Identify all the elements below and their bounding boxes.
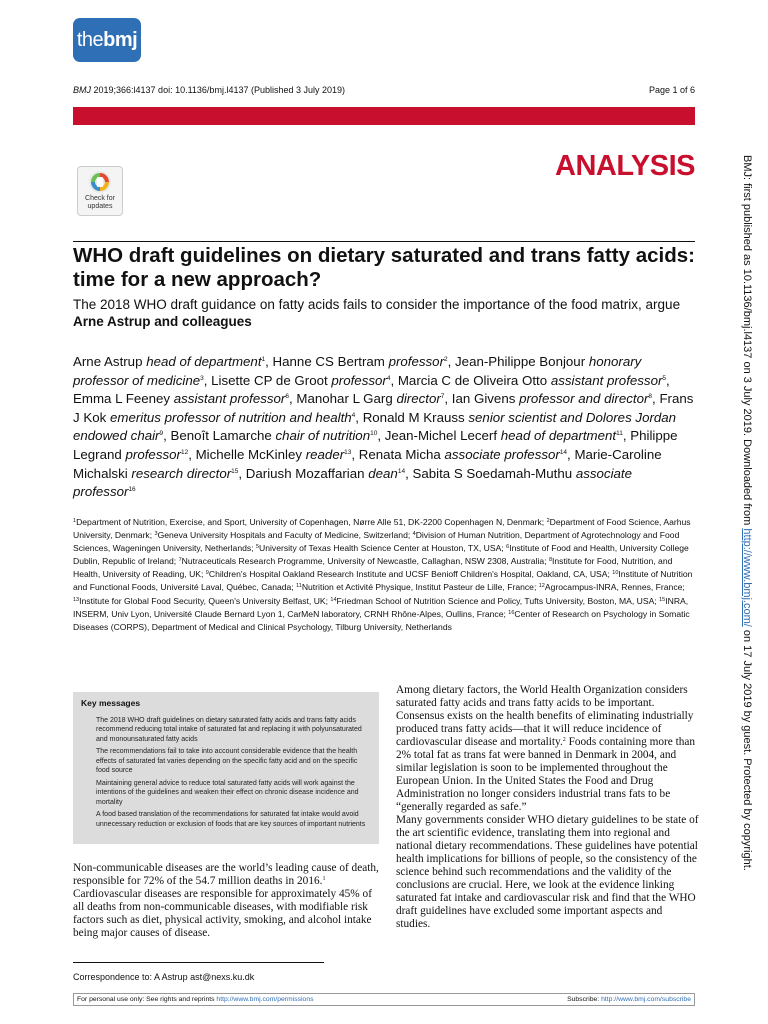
author-role: emeritus professor of nutrition and health bbox=[109, 409, 352, 425]
affiliation-number: 10 bbox=[612, 570, 619, 577]
affiliation-text: Agrocampus-INRA, Rennes, France; bbox=[544, 582, 685, 593]
author-affiliation-number: 8 bbox=[648, 393, 653, 401]
author-list: Arne Astrup head of department$^1$, Hanne CS Bertram professor$^2$, Jean-Philippe Bonjour honorary professor of medicine$^3$, Lisette CP de Groot professor$^4$, Marcia C de Oliveira Otto assistant professor$^5$, Emma L Feeney assistant professor$^6$, Manohar L Garg director$^7$, Ian Givens professor and director$^8$, Frans J Kok emeritus professor of nutrition and health$^4$, Ronald M Krauss senior scientist and Dolores Jordan endowed chair$^9$, Benoît Lamarche chair of nutrition$^{10}$, Jean-Michel Lecerf head of department$^{11}$, Philippe Legrand professor$^{12}$, Michelle McKinley reader$^{13}$, Renata Micha associate professor$^{14}$, Marie-Caroline Michalski research director$^{15}$, Dariush Mozaffarian dean$^{14}$, Sabita S Soedamah-Muthu associate professor$^{16}$ bbox=[73, 354, 694, 500]
author-name: Jean-Philippe Bonjour bbox=[455, 354, 586, 369]
author-role: associate professor bbox=[73, 465, 633, 500]
body-paragraph bbox=[396, 684, 699, 814]
author-name: Manohar L Garg bbox=[296, 391, 393, 407]
affiliation-text: Institute for Global Food Security, Queen's University Belfast, UK; bbox=[79, 595, 331, 606]
article-title: WHO draft guidelines on dietary saturated and trans fatty acids: time for a new approach? bbox=[73, 244, 695, 291]
affiliation-text: Division of Human Nutrition, Department of Agrotechnology and Food Sciences, Wageningen University, Netherlands; bbox=[73, 530, 680, 554]
standfirst bbox=[73, 296, 695, 330]
standfirst-authors: Arne Astrup and colleagues bbox=[73, 314, 252, 329]
author-role: director bbox=[396, 391, 441, 407]
affiliation-text: Nutrition et Activité Physique, Institut Pasteur de Lille, France; bbox=[301, 582, 539, 593]
author-role: assistant professor bbox=[173, 391, 286, 407]
author-name: Benoît Lamarche bbox=[170, 428, 272, 444]
body-column-right bbox=[396, 684, 699, 931]
body-text: Among dietary factors, the World Health Organization considers saturated fatty acids and trans fatty acids to be important. Consensus exists on the health benefits of eliminating industrially produced trans fatty acids—that it will reduce incidence of cardiovascular disease and mortality. bbox=[396, 684, 694, 748]
author-affiliation-number: 12 bbox=[180, 448, 189, 456]
bmj-logo[interactable] bbox=[73, 18, 141, 62]
affiliation-number: 5 bbox=[255, 544, 260, 551]
standfirst-text: The 2018 WHO draft guidance on fatty acids fails to consider the importance of the food matrix, argue bbox=[73, 297, 681, 312]
author-affiliation-number: 6 bbox=[285, 393, 289, 401]
check-updates-line1: Check for bbox=[85, 195, 115, 202]
affiliation-number: 4 bbox=[412, 531, 416, 538]
author-name: Ian Givens bbox=[451, 391, 516, 407]
title-rule bbox=[73, 241, 695, 242]
body-text: Foods containing more than 2% total fat as trans fat were banned in Denmark in 2004, and similar legislation is soon to be implemented throughout the European Union. In the United States the Food and Drug Administration no longer considers industrial trans fats to be “generally regarded as safe.” bbox=[396, 736, 696, 813]
affiliation-text: Institute of Food and Health, University College Dublin, Republic of Ireland; bbox=[73, 543, 689, 567]
affiliation-number: 9 bbox=[205, 570, 209, 577]
author-affiliation-number: 10 bbox=[370, 430, 378, 438]
author-affiliation-number: 2 bbox=[444, 356, 448, 363]
author-role: professor bbox=[331, 372, 387, 388]
affiliation-number: 15 bbox=[659, 596, 666, 603]
affiliation-number: 6 bbox=[506, 544, 510, 551]
author-role: assistant professor bbox=[550, 372, 663, 388]
author-affiliation-number: 15 bbox=[231, 467, 239, 475]
affiliation-number: 13 bbox=[73, 596, 80, 603]
author-role: research director bbox=[131, 465, 232, 481]
author-affiliation-number: 9 bbox=[159, 430, 164, 438]
author-role: professor bbox=[125, 446, 181, 462]
citation-details: 2019;366:l4137 doi: 10.1136/bmj.l4137 (Published 3 July 2019) bbox=[91, 85, 346, 95]
affiliation-number: 3 bbox=[154, 531, 158, 538]
body-paragraph-left bbox=[73, 862, 379, 940]
author-name: Emma L Feeney bbox=[73, 391, 171, 407]
sidenote-text: BMJ: first published as 10.1136/bmj.l4137 on 3 July 2019. Downloaded from bbox=[741, 155, 753, 529]
affiliation-text: University of Texas Health Science Center at Houston, TX, USA; bbox=[259, 543, 507, 554]
affiliation-number: 12 bbox=[538, 583, 545, 590]
page-number: Page 1 of 6 bbox=[648, 85, 695, 95]
affiliation-text: Children's Hospital Oakland Research Institute and UCSF Benioff Children's Hospital, Oakland, CA, USA; bbox=[208, 569, 613, 580]
author-name: Dariush Mozaffarian bbox=[245, 465, 365, 481]
key-messages-box bbox=[73, 692, 379, 844]
affiliation-number: 11 bbox=[296, 583, 302, 590]
author-affiliation-number: 14 bbox=[397, 467, 406, 475]
author-name: Lisette CP de Groot bbox=[211, 372, 328, 388]
sidenote-text: on 17 July 2019 by guest. Protected by copyright. bbox=[741, 626, 753, 871]
citation-journal: BMJ bbox=[73, 85, 91, 95]
author-affiliation-number: 14 bbox=[559, 448, 568, 456]
affiliation-text: Institute of Nutrition and Functional Foods, Université Laval, Québec, Canada; bbox=[73, 569, 693, 593]
author-role: head of department bbox=[146, 354, 262, 369]
key-message: A food based translation of the recommendations for saturated fat intake would avoid unnecessary reduction or exclusion of foods that are key sources of important nutrients bbox=[96, 811, 366, 828]
author-name: Marie-Caroline Michalski bbox=[73, 446, 662, 481]
author-affiliation-number: 7 bbox=[440, 393, 445, 401]
author-name: Renata Micha bbox=[358, 446, 441, 462]
author-name: Ronald M Krauss bbox=[362, 409, 465, 425]
affiliation-text: Department of Food Science, Aarhus University, Denmark; bbox=[73, 517, 691, 541]
author-role: head of department bbox=[500, 428, 617, 444]
affiliation-number: 7 bbox=[178, 557, 182, 564]
check-for-updates-badge[interactable] bbox=[77, 166, 123, 216]
subscribe-link[interactable]: http://www.bmj.com/subscribe bbox=[601, 996, 691, 1003]
logo-text-bmj: bmj bbox=[103, 28, 138, 51]
author-name: Michelle McKinley bbox=[195, 446, 302, 462]
crossmark-icon bbox=[88, 170, 112, 194]
affiliation-text: INRA, INSERM, Univ Lyon, Université Claude Bernard Lyon 1, CarMeN laboratory, CRNH Rhône-Alpes, Oullins, France; bbox=[73, 595, 689, 619]
affiliation-text: Friedman School of Nutrition Science and Policy, Tufts University, Boston, MA, USA; bbox=[336, 595, 660, 606]
correspondence: Correspondence to: A Astrup ast@nexs.ku.dk bbox=[73, 972, 255, 982]
author-role: chair of nutrition bbox=[275, 428, 371, 444]
author-affiliation-number: 4 bbox=[386, 374, 391, 382]
author-name: Hanne CS Bertram bbox=[272, 354, 385, 369]
author-name: Philippe Legrand bbox=[73, 428, 678, 462]
affiliation-number: 1 bbox=[73, 518, 77, 524]
affiliation-number: 8 bbox=[548, 557, 552, 564]
author-role: professor bbox=[388, 354, 445, 369]
author-affiliation-number: 16 bbox=[128, 486, 136, 494]
key-message: The 2018 WHO draft guidelines on dietary saturated fatty acids and trans fatty acids recommend reducing total intake of saturated fat and replacing it with polyunsaturated and monounsaturated fatty acids bbox=[96, 717, 362, 743]
check-updates-line2: updates bbox=[87, 203, 113, 210]
author-affiliation-number: 5 bbox=[662, 374, 667, 382]
personal-use-text: For personal use only: See rights and reprints bbox=[77, 996, 217, 1003]
author-affiliation-number: 4 bbox=[351, 411, 356, 419]
affiliation-number: 14 bbox=[330, 596, 337, 603]
affiliation-number: 16 bbox=[508, 609, 515, 616]
author-role: professor and director bbox=[519, 391, 649, 407]
body-paragraph: Many governments consider WHO dietary guidelines to be state of the art scientific evidence, translating them into regional and national dietary recommendations. These guidelines have potential health implications for billions of people, so the consistency of the science behind such recommendations and the validity of the conclusions are crucial. Here, we look at the evidence linking saturated fat intake and cardiovascular risk and find that the WHO draft guidelines have excluded some important aspects and studies. bbox=[396, 814, 699, 930]
author-affiliation-number: 11 bbox=[616, 430, 623, 438]
bmj-home-link[interactable]: http://www.bmj.com/ bbox=[741, 528, 753, 627]
key-messages-heading: Key messages bbox=[81, 698, 141, 708]
vertical-copyright-note bbox=[741, 155, 753, 875]
author-affiliation-number: 3 bbox=[200, 374, 204, 382]
author-name: Marcia C de Oliveira Otto bbox=[397, 372, 548, 388]
citation-line bbox=[73, 85, 345, 95]
footnote-rule bbox=[73, 962, 324, 963]
author-name: Sabita S Soedamah-Muthu bbox=[412, 465, 573, 481]
affiliation-text: Department of Nutrition, Exercise, and Sport, University of Copenhagen, Nørre Alle 51, DK-2200 Copenhagen N, Denmark; bbox=[76, 517, 547, 527]
author-role: associate professor bbox=[444, 446, 560, 462]
affiliation-number: 2 bbox=[546, 518, 550, 524]
affiliations bbox=[73, 516, 698, 634]
permissions-link[interactable]: http://www.bmj.com/permissions bbox=[216, 996, 314, 1003]
subscribe-label: Subscribe: bbox=[567, 996, 602, 1003]
affiliation-text: Geneva University Hospitals and Faculty of Medicine, Switzerland; bbox=[157, 530, 413, 541]
key-message: Maintaining general advice to reduce total saturated fatty acids will work against the intentions of the guidelines and weaken their effect on chronic disease incidence and mortality bbox=[96, 779, 359, 806]
author-role: reader bbox=[305, 446, 345, 462]
red-header-bar bbox=[73, 107, 695, 125]
author-affiliation-number: 13 bbox=[344, 448, 352, 456]
author-name: Frans J Kok bbox=[73, 391, 694, 425]
affiliation-text: Institute for Food, Nutrition, and Health, University of Reading, UK; bbox=[73, 556, 673, 580]
affiliation-text: Nutraceuticals Research Programme, University of Newcastle, Callaghan, NSW 2308, Australia; bbox=[181, 556, 549, 567]
author-name: Jean-Michel Lecerf bbox=[384, 428, 498, 444]
key-message: The recommendations fail to take into account considerable evidence that the health effects of saturated fat varies depending on the specific fatty acid and on the specific food source bbox=[96, 748, 358, 775]
author-role: senior scientist and Dolores Jordan endowed chair bbox=[73, 409, 677, 444]
body-text: Cardiovascular diseases are responsible for approximately 45% of all deaths from non-communicable diseases, with modifiable risk factors such as diet, physical activity, smoking, and alcohol intake being major causes of disease. bbox=[73, 888, 372, 939]
author-affiliation-number: 1 bbox=[261, 356, 266, 363]
page-footer bbox=[73, 993, 695, 1006]
reference-number[interactable]: 2 bbox=[562, 737, 566, 743]
author-role: dean bbox=[368, 465, 398, 481]
author-role: honorary professor of medicine bbox=[73, 354, 642, 388]
body-text: Non-communicable diseases are the world’s leading cause of death, responsible for 72% of the 54.7 million deaths in 2016. bbox=[73, 862, 379, 887]
author-name: Arne Astrup bbox=[73, 354, 143, 369]
section-label: ANALYSIS bbox=[555, 150, 695, 182]
reference-number[interactable]: 1 bbox=[322, 876, 326, 882]
logo-text-the: the bbox=[76, 28, 104, 51]
affiliation-text: Center of Research on Psychology in Somatic Diseases (CORPS), Department of Medical and Clinical Psychology, Tilburg University, Netherlands bbox=[73, 608, 690, 632]
